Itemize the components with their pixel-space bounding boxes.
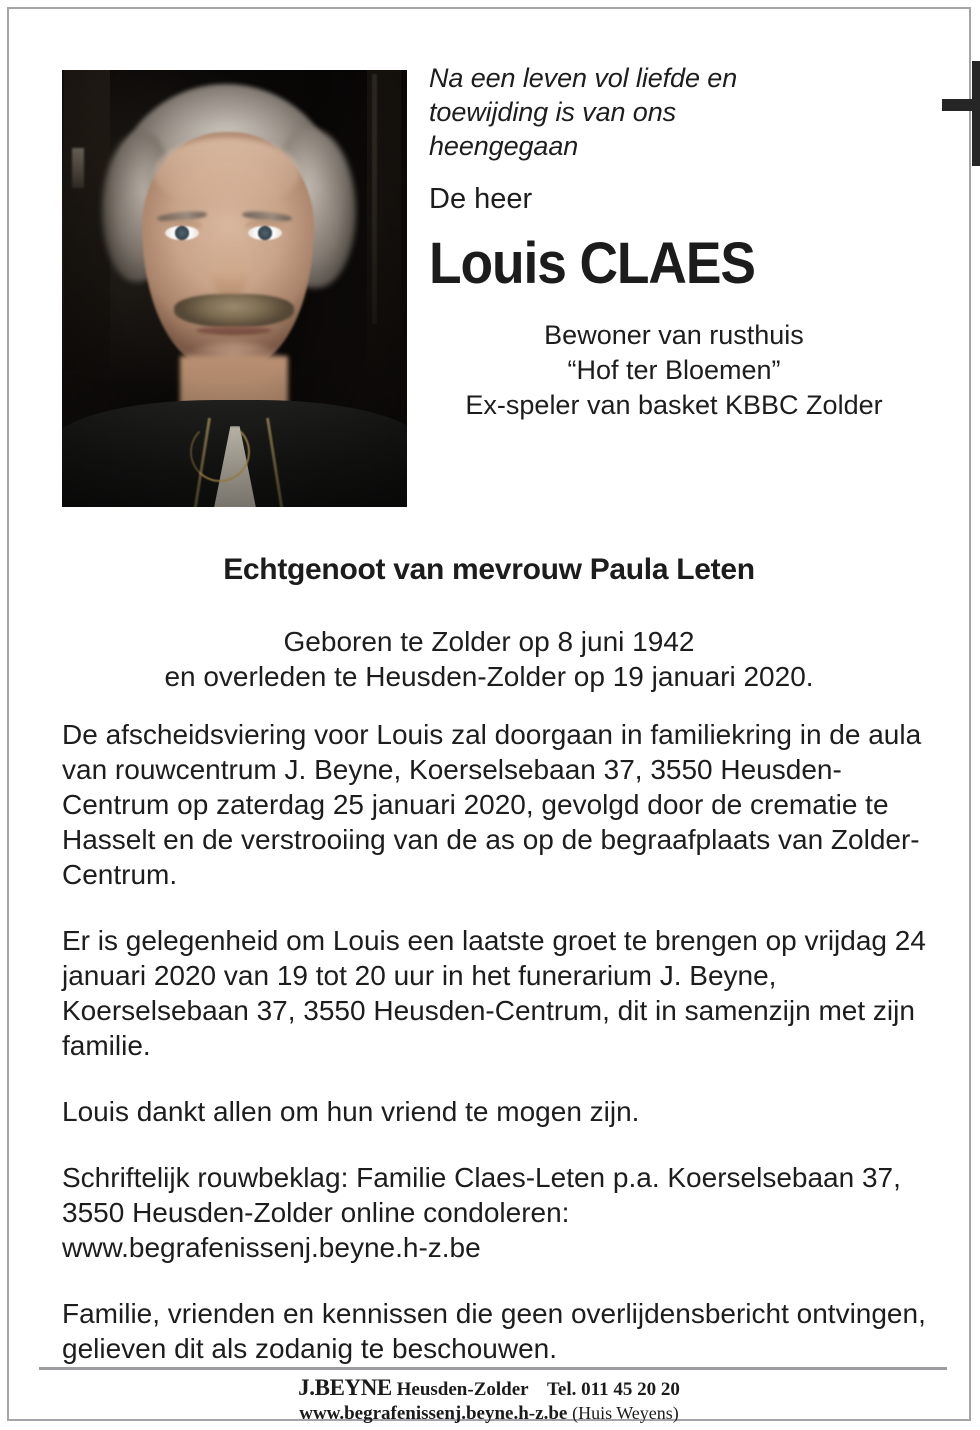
paragraph-thanks: Louis dankt allen om hun vriend te mogen zijn. [62, 1096, 640, 1127]
cross-horizontal-bar [942, 99, 980, 111]
funeral-home-footer [9, 1376, 969, 1425]
cross-vertical-bar [972, 61, 980, 166]
role-line: “Hof ter Bloemen” [567, 355, 781, 385]
funeral-home-brand: J.BEYNE [298, 1375, 392, 1400]
memorial-card [7, 7, 971, 1424]
role-line: Ex-speler van basket KBBC Zolder [465, 390, 883, 420]
funeral-home-house: (Huis Weyens) [572, 1403, 679, 1423]
photo-vignette [62, 70, 407, 507]
paragraph-ceremony: De afscheidsviering voor Louis zal doorgaan in familiekring in de aula van rouwcentrum J. Beyne, Koerselsebaan 37, 3550 Heusden-Centrum op zaterdag 25 januari 2020, gevolgd door de crematie te Hasselt en de verstrooiing van de as op de begraafplaats van Zolder-Centrum. [62, 719, 922, 890]
intro-text: Na een leven vol liefde en toewijding is van ons heengegaan [429, 63, 738, 161]
footer-line-2 [9, 1402, 969, 1425]
dates-block [9, 624, 969, 694]
paragraph-notice: Familie, vrienden en kennissen die geen overlijdensbericht ontvingen, gelieven dit als zodanig te beschouwen. [62, 1298, 926, 1364]
footer-line-1 [9, 1376, 969, 1402]
birth-line: Geboren te Zolder op 8 juni 1942 [283, 626, 695, 657]
paragraph-condolences: Schriftelijk rouwbeklag: Familie Claes-Leten p.a. Koerselsebaan 37, 3550 Heusden-Zolder online condoleren: www.begrafenissenj.beyne.h-z.be [62, 1162, 901, 1263]
footer-divider [39, 1367, 947, 1370]
role-line: Bewoner van rusthuis [544, 320, 804, 350]
portrait-photo [62, 70, 407, 507]
spouse-line: Echtgenoot van mevrouw Paula Leten [223, 553, 755, 586]
funeral-home-phone: Tel. 011 45 20 20 [546, 1379, 680, 1400]
death-line: en overleden te Heusden-Zolder op 19 januari 2020. [164, 661, 814, 692]
funeral-home-website: www.begrafenissenj.beyne.h-z.be [299, 1403, 568, 1424]
paragraph-visitation: Er is gelegenheid om Louis een laatste groet te brengen op vrijdag 24 januari 2020 van 19 tot 20 uur in het funerarium J. Beyne, Koerselsebaan 37, 3550 Heusden-Centrum, dit in samenzijn met zijn familie. [62, 925, 926, 1061]
deceased-name: Louis CLAES [429, 231, 755, 296]
body-text [62, 717, 942, 1366]
roles-block [425, 318, 923, 423]
salutation-text: De heer [429, 183, 533, 215]
funeral-home-town: Heusden-Zolder [396, 1379, 529, 1400]
header-column [429, 61, 929, 423]
